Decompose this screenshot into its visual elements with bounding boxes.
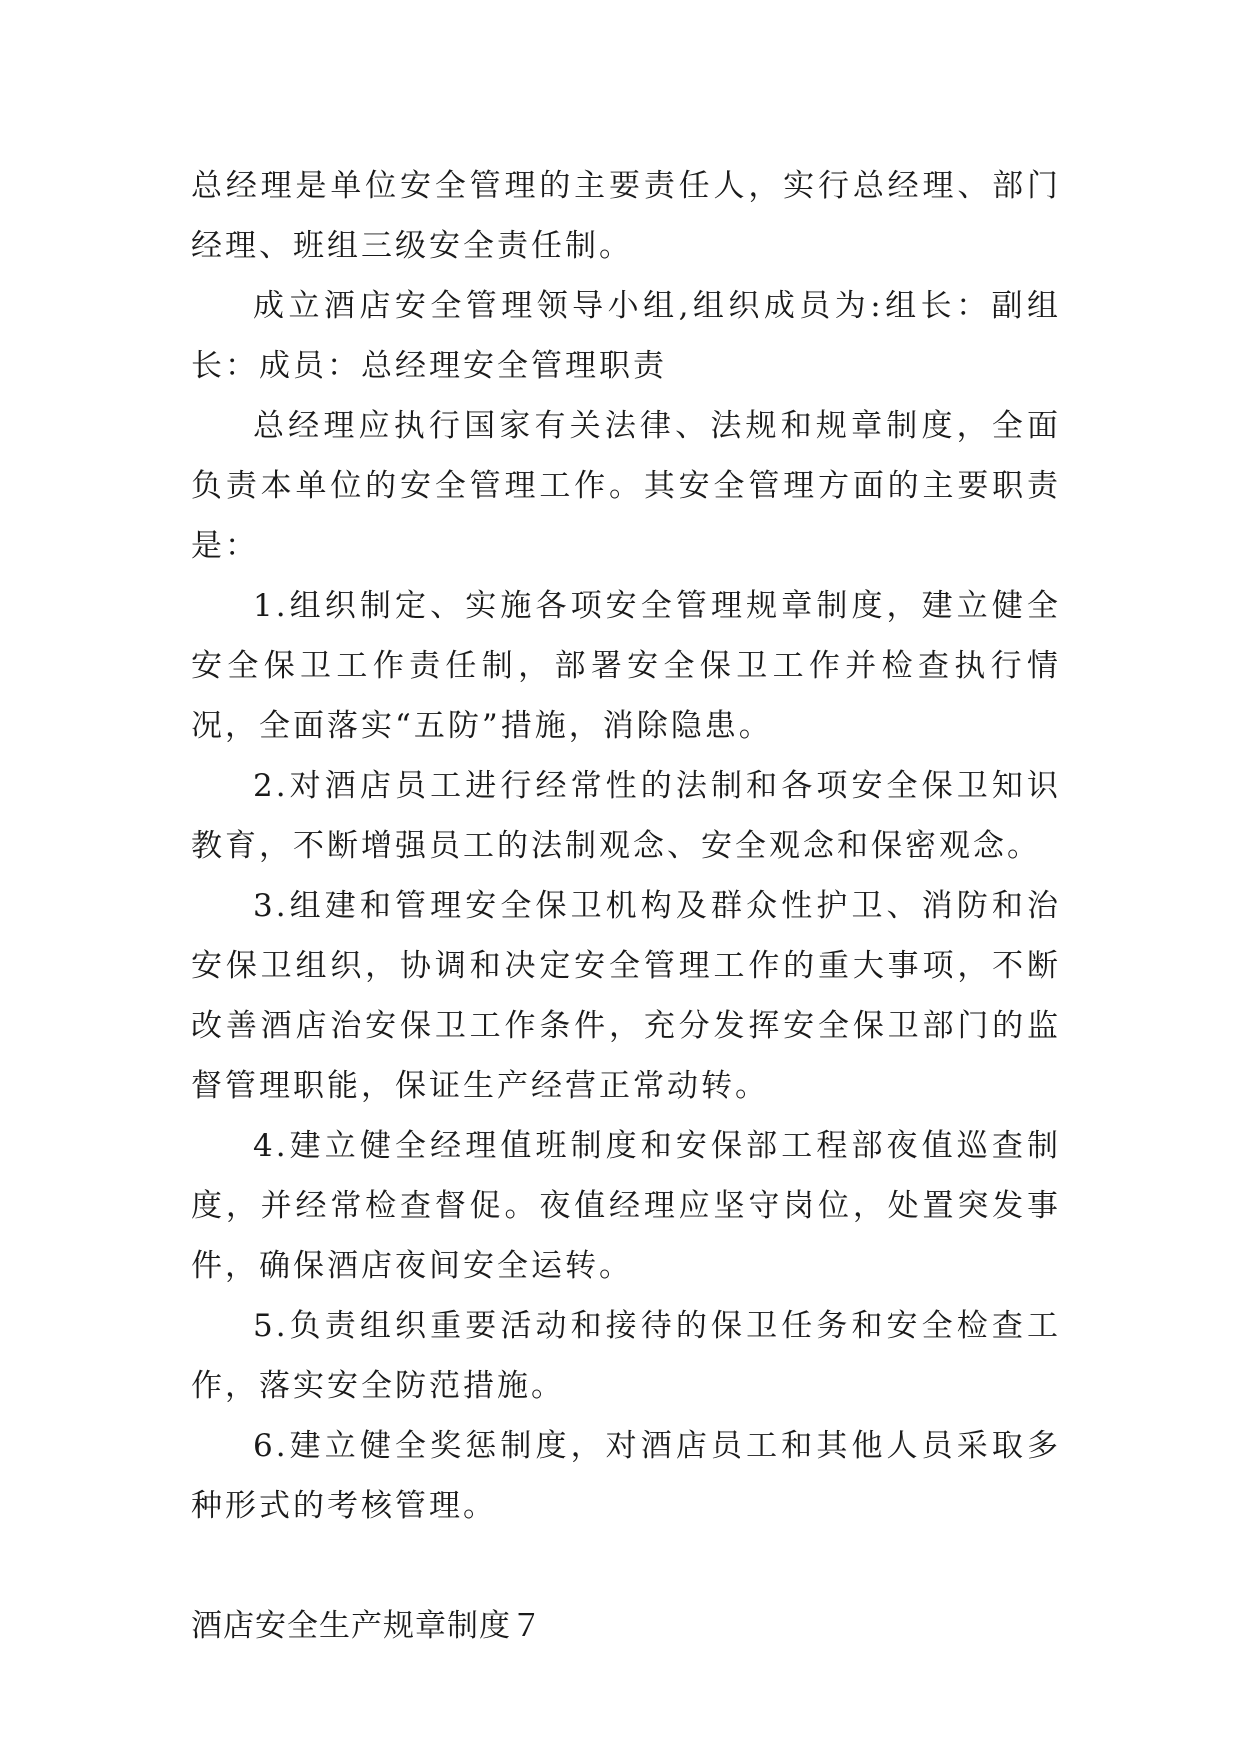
- list-item-1: 1.组织制定、实施各项安全管理规章制度，建立健全安全保卫工作责任制，部署安全保卫工作并检查执行情况，全面落实“五防”措施，消除隐患。: [191, 588, 1061, 744]
- list-item-4: 4.建立健全经理值班制度和安保部工程部夜值巡查制度，并经常检查督促。夜值经理应坚守岗位，处置突发事件，确保酒店夜间安全运转。: [191, 1128, 1061, 1284]
- list-item-5: 5.负责组织重要活动和接待的保卫任务和安全检查工作，落实安全防范措施。: [191, 1308, 1061, 1404]
- paragraph-3: 总经理应执行国家有关法律、法规和规章制度，全面负责本单位的安全管理工作。其安全管理方面的主要职责是：: [191, 408, 1061, 564]
- paragraph-2: 成立酒店安全管理领导小组,组织成员为:组长：副组长：成员：总经理安全管理职责: [191, 288, 1061, 384]
- list-item-2: 2.对酒店员工进行经常性的法制和各项安全保卫知识教育，不断增强员工的法制观念、安全观念和保密观念。: [191, 768, 1061, 864]
- section-heading: 酒店安全生产规章制度７: [191, 1608, 543, 1644]
- list-item-6: 6.建立健全奖惩制度，对酒店员工和其他人员采取多种形式的考核管理。: [191, 1428, 1061, 1524]
- paragraph-1: 总经理是单位安全管理的主要责任人，实行总经理、部门经理、班组三级安全责任制。: [191, 168, 1061, 264]
- document-body: [191, 156, 1061, 1656]
- list-item-3: 3.组建和管理安全保卫机构及群众性护卫、消防和治安保卫组织，协调和决定安全管理工作的重大事项，不断改善酒店治安保卫工作条件，充分发挥安全保卫部门的监督管理职能，保证生产经营正常动转。: [191, 888, 1061, 1104]
